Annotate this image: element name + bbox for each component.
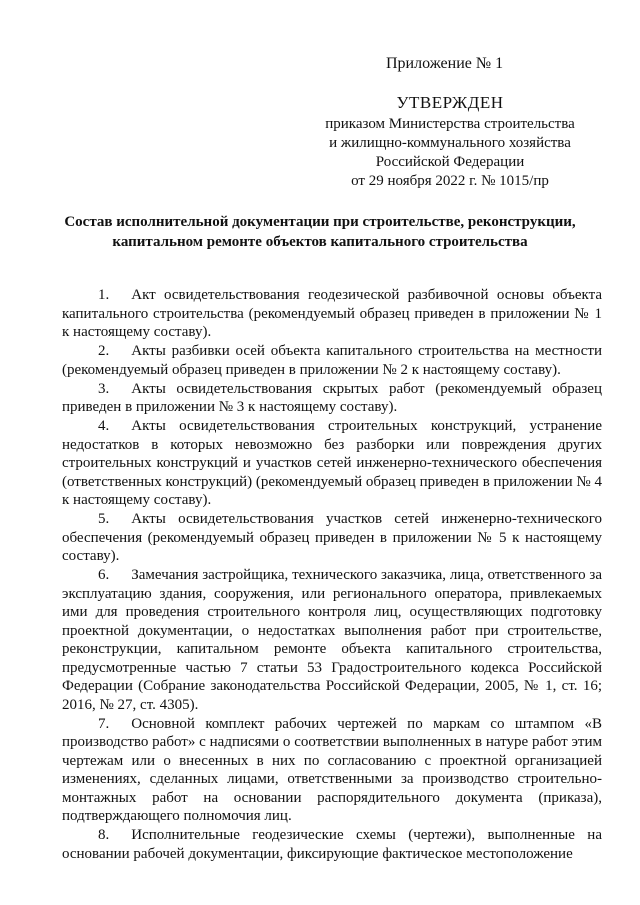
item-text: Акты освидетельствования скрытых работ (рекомендуемый образец приведен в приложении № 3 к настоящему составу). (62, 380, 602, 415)
approved-line-2: и жилищно-коммунального хозяйства (329, 135, 571, 151)
list-item (62, 826, 602, 863)
item-text: Исполнительные геодезические схемы (чертежи), выполненные на основании рабочей документации, фиксирующие фактическое местоположение (62, 827, 602, 862)
approved-line-1: приказом Министерства строительства (325, 116, 575, 132)
list-item (62, 417, 602, 510)
approval-block (300, 93, 600, 191)
item-text: Акты разбивки осей объекта капитального строительства на местности (рекомендуемый образец приведен в приложении № 2 к настоящему составу). (62, 343, 602, 378)
list-item (62, 380, 602, 417)
document-title (50, 212, 590, 252)
list-item (62, 342, 602, 379)
annex-label: Приложение № 1 (386, 55, 504, 72)
list-item (62, 566, 602, 714)
approved-title: УТВЕРЖДЕН (396, 93, 504, 112)
item-number: 5. (98, 511, 110, 527)
item-number: 3. (98, 380, 110, 397)
item-text: Акты освидетельствования строительных конструкций, устранение недостатков в которых невозможно без разборки или повреждения других строительных конструкций и участков сетей инженерно-технического обеспечения (ответственных конструкций) (рекомендуемый образец приведен в приложении № 4 к настоящему составу). (62, 418, 602, 508)
item-number: 4. (98, 418, 110, 434)
item-text: Акт освидетельствования геодезической разбивочной основы объекта капитального строительства (рекомендуемый образец приведен в приложении № 1 к настоящему составу). (62, 287, 602, 340)
title-line-1: Состав исполнительной документации при строительстве, реконструкции, (64, 214, 576, 230)
item-number: 8. (98, 827, 110, 843)
list-item (62, 715, 602, 826)
item-text: Акты освидетельствования участков сетей инженерно-технического обеспечения (рекомендуемый образец приведен в приложении № 5 к настоящему составу). (62, 511, 602, 564)
list-item (62, 510, 602, 566)
document-body (62, 286, 602, 864)
list-item (62, 286, 602, 342)
item-text: Основной комплект рабочих чертежей по маркам со штампом «В производство работ» с надписями о соответствии выполненных в натуре работ этим чертежам или о внесенных в них по согласованию с проектной организацией изменениях, сделанных лицами, ответственными за производство строительно-монтажных работ на основании распорядительного документа (приказа), подтверждающего полномочия лиц. (62, 715, 602, 824)
item-number: 7. (98, 715, 110, 732)
approved-line-4: от 29 ноября 2022 г. № 1015/пр (351, 173, 549, 189)
item-number: 2. (98, 343, 110, 359)
item-text: Замечания застройщика, технического заказчика, лица, ответственного за эксплуатацию здания, сооружения, или регионального оператора, привлекаемых ими для проведения строительного контроля лиц, осуществляющих подготовку проектной документации, о недостатках выполнения работ при строительстве, реконструкции, капитальном ремонте объекта капитального строительства, предусмотренные частью 7 статьи 53 Градостроительного кодекса Российской Федерации (Собрание законодательства Российской Федерации, 2005, № 1, ст. 16; 2016, № 27, ст. 4305). (62, 567, 602, 713)
item-number: 6. (98, 567, 110, 583)
approved-line-3: Российской Федерации (375, 154, 525, 170)
title-line-2: капитальном ремонте объектов капитального строительства (112, 234, 528, 250)
item-number: 1. (98, 287, 110, 303)
